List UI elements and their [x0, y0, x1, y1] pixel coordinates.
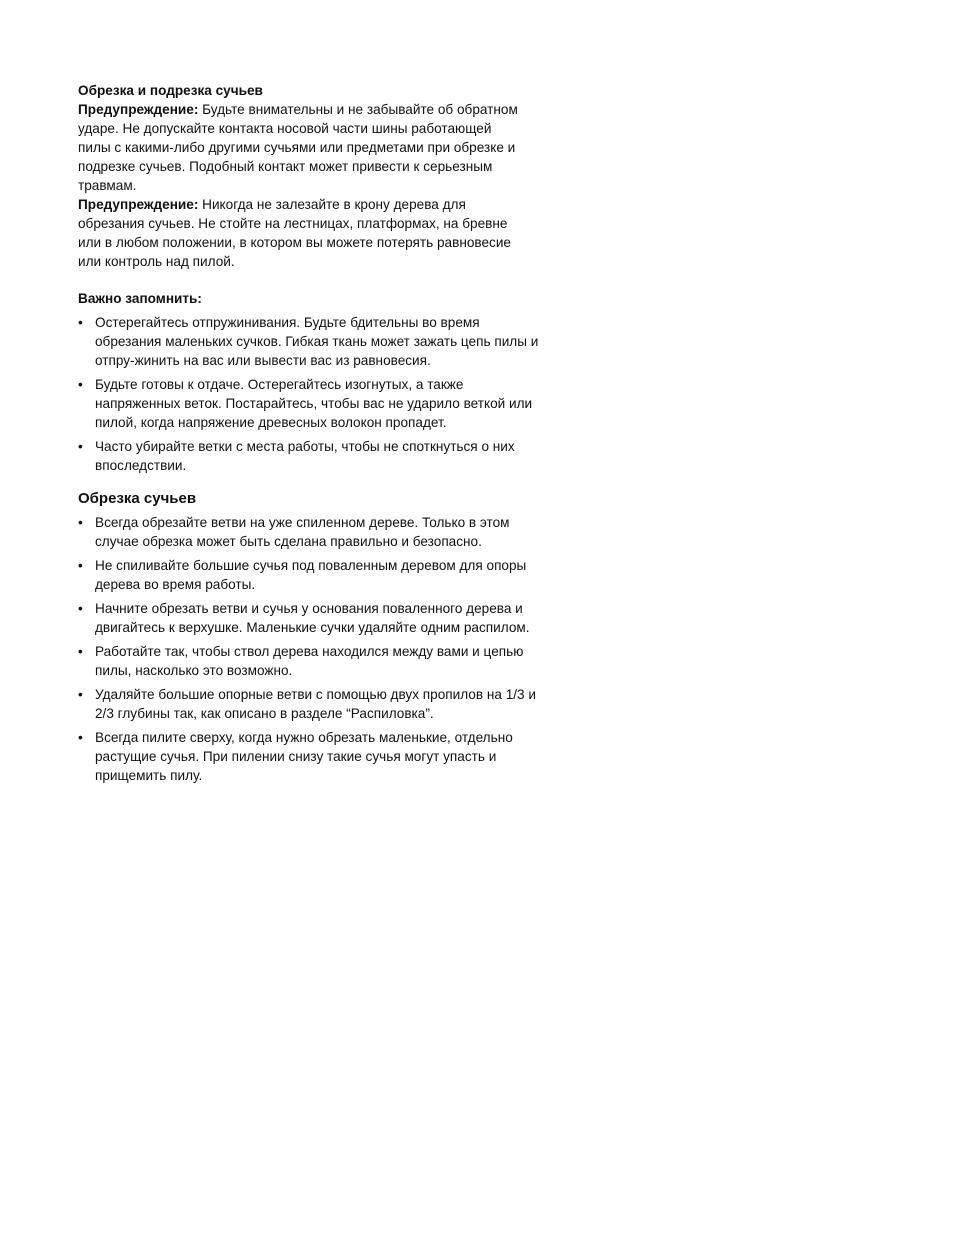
bullet-icon: • [78, 601, 83, 616]
list-item-text: Работайте так, чтобы ствол дерева находился между вами и цепью пилы, насколько это возможно. [95, 644, 524, 678]
bullet-icon: • [78, 377, 83, 392]
list-item [78, 313, 578, 370]
list-item [78, 556, 578, 594]
list-item-text: Остерегайтесь отпружинивания. Будьте бдительны во время обрезания маленьких сучков. Гибкая ткань может зажать цепь пилы и отпру-жинить на вас или вывести вас из равновесия. [95, 315, 539, 368]
list-item-text: Не спиливайте большие сучья под поваленным деревом для опоры дерева во время работы. [95, 558, 527, 592]
list-item-text: Будьте готовы к отдаче. Остерегайтесь изогнутых, а также напряженных веток. Постарайтесь, чтобы вас не ударило веткой или пилой, когда напряжение древесных волокон пропадет. [95, 377, 533, 430]
section-title-limbing: Обрезка сучьев [78, 490, 197, 507]
bullet-icon: • [78, 558, 83, 573]
list-item [78, 685, 578, 723]
list-item-text: Начните обрезать ветви и сучья у основания поваленного дерева и двигайтесь к верхушке. Маленькие сучки удаляйте одним распилом. [95, 601, 530, 635]
warning-text: Будьте внимательны и не забывайте об обратном ударе. Не допускайте контакта носовой части шины работающей пилы с какими-либо другими сучьями или предметами при обрезке и подрезке сучьев. Подобный контакт может привести к серьезным травмам. [78, 102, 518, 193]
remember-title: Важно запомнить: [78, 291, 202, 306]
list-item [78, 599, 578, 637]
list-item [78, 642, 578, 680]
bullet-icon: • [78, 644, 83, 659]
list-item-text: Удаляйте большие опорные ветви с помощью двух пропилов на 1/3 и 2/3 глубины так, как описано в разделе “Распиловка”. [95, 687, 536, 721]
warning-label: Предупреждение: [78, 102, 199, 117]
bullet-icon: • [78, 439, 83, 454]
document-page [78, 81, 578, 790]
list-item [78, 437, 578, 475]
list-item-text: Всегда пилите сверху, когда нужно обрезать маленькие, отдельно растущие сучья. При пилении снизу такие сучья могут упасть и прищемить пилу. [95, 730, 513, 783]
limbing-list [78, 513, 578, 785]
section-title-trimming-and-limbing: Обрезка и подрезка сучьев [78, 83, 263, 98]
list-item [78, 375, 578, 432]
bullet-icon: • [78, 515, 83, 530]
warning-label: Предупреждение: [78, 197, 199, 212]
warning-paragraph-climbing [78, 195, 578, 271]
list-item-text: Часто убирайте ветки с места работы, чтобы не споткнуться о них впоследствии. [95, 439, 515, 473]
warning-text: Никогда не залезайте в крону дерева для обрезания сучьев. Не стойте на лестницах, платформах, на бревне или в любом положении, в котором вы можете потерять равновесие или контроль над пилой. [78, 197, 511, 269]
bullet-icon: • [78, 687, 83, 702]
remember-list [78, 313, 578, 475]
list-item [78, 513, 578, 551]
warning-paragraph-kickback [78, 100, 578, 195]
list-item [78, 728, 578, 785]
bullet-icon: • [78, 730, 83, 745]
list-item-text: Всегда обрезайте ветви на уже спиленном дереве. Только в этом случае обрезка может быть сделана правильно и безопасно. [95, 515, 510, 549]
bullet-icon: • [78, 315, 83, 330]
